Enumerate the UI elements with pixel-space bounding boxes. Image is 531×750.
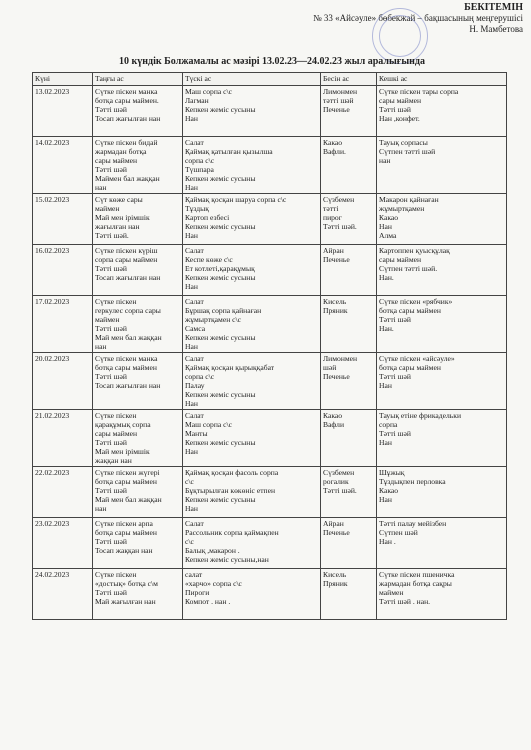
dinner-cell <box>377 410 507 467</box>
lunch-cell <box>183 467 321 518</box>
menu-line: сорпа <box>379 420 398 429</box>
menu-line: Нан ,конфет. <box>379 114 420 123</box>
menu-line: тәтті шәй <box>323 96 354 105</box>
menu-line: Тәтті шәй <box>95 537 127 546</box>
menu-line: Май мен бал жаққан <box>95 495 162 504</box>
lunch-cell <box>183 245 321 296</box>
menu-line: Кепкен жеміс сусыны <box>185 495 256 504</box>
menu-line: Тосап жағылған нан <box>95 273 161 282</box>
menu-line: Маш сорпа с\с <box>185 420 233 429</box>
menu-line: Май мен ірімшік <box>95 213 150 222</box>
menu-line: Картоппен қуысқұлақ <box>379 246 450 255</box>
menu-line: Палау <box>185 381 205 390</box>
menu-line: Кепкен жеміс сусыны <box>185 222 256 231</box>
approval-heading: БЕКІТЕМІН <box>464 2 523 13</box>
menu-table-body <box>33 86 507 620</box>
menu-line: Тауық етіне фрикадельки <box>379 411 462 420</box>
date-cell: 14.02.2023 <box>33 137 93 194</box>
date-cell: 22.02.2023 <box>33 467 93 518</box>
date-cell: 24.02.2023 <box>33 569 93 620</box>
menu-line: қарақұмық сорпа <box>95 420 151 429</box>
menu-line: Салат <box>185 519 204 528</box>
menu-line: Нан . <box>379 537 396 546</box>
menu-line: Печенье <box>323 372 350 381</box>
menu-line: нан <box>95 183 107 192</box>
menu-line: ботқа сары маймен. <box>95 96 159 105</box>
dinner-cell <box>377 353 507 410</box>
menu-line: Кепкен жеміс сусыны <box>185 390 256 399</box>
menu-title: 10 күндік Болжамалы ас мәзірі 13.02.23—24.02.23 жыл аралығында <box>119 56 425 67</box>
lunch-cell <box>183 194 321 245</box>
menu-line: нан <box>95 504 107 513</box>
breakfast-cell <box>93 518 183 569</box>
table-row <box>33 245 507 296</box>
menu-line: Печенье <box>323 528 350 537</box>
menu-line: Какао <box>323 411 343 420</box>
menu-line: Нан <box>185 183 198 192</box>
menu-line: Сүтке піскен күріш <box>95 246 158 255</box>
menu-line: жағылған нан <box>95 222 140 231</box>
menu-line: Сүтке піскен тары сорпа <box>379 87 459 96</box>
menu-line: геркулес сорпа сары <box>95 306 161 315</box>
snack-cell <box>321 137 377 194</box>
menu-line: жұмыртқамен с\с <box>185 315 242 324</box>
column-header-breakfast: Таңғы ас <box>93 73 183 86</box>
breakfast-cell <box>93 353 183 410</box>
menu-line: сары маймен <box>379 255 422 264</box>
menu-line: Түшпара <box>185 165 214 174</box>
date-cell: 20.02.2023 <box>33 353 93 410</box>
menu-line: Сүзбемен <box>323 468 355 477</box>
menu-line: Тәтті шәй <box>379 105 411 114</box>
menu-line: Сүтке піскен манка <box>95 354 158 363</box>
menu-line: Кепкен жеміс сусыны <box>185 273 256 282</box>
menu-line: нан <box>379 156 391 165</box>
menu-line: сары маймен <box>95 429 138 438</box>
dinner-cell <box>377 194 507 245</box>
lunch-cell <box>183 86 321 137</box>
menu-line: Қаймақ қосқан шаруа сорпа с\с <box>185 195 287 204</box>
snack-cell <box>321 353 377 410</box>
menu-line: Кепкен жеміс сусыны <box>185 333 256 342</box>
menu-line: Тосап жаққан нан <box>95 546 153 555</box>
menu-line: Лимонмен <box>323 87 358 96</box>
menu-line: Қаймақ қосқан фасоль сорпа <box>185 468 279 477</box>
menu-line: Салат <box>185 354 204 363</box>
menu-line: Какао <box>379 486 399 495</box>
menu-line: Сүтпен шәй <box>379 528 418 537</box>
menu-line: Тәтті шәй. <box>323 222 357 231</box>
menu-line: Кисель <box>323 570 347 579</box>
menu-line: Май мен ірімшік <box>95 447 150 456</box>
menu-line: Бұршақ сорпа қайнаған <box>185 306 262 315</box>
menu-line: Нан <box>379 438 392 447</box>
menu-line: Нан <box>185 114 198 123</box>
menu-line: Балық ,макарон . <box>185 546 240 555</box>
menu-line: Алма <box>379 231 397 240</box>
menu-line: Тосап жағылған нан <box>95 114 161 123</box>
menu-line: Кисель <box>323 297 347 306</box>
menu-line: Какао <box>323 138 343 147</box>
column-header-lunch: Түскі ас <box>183 73 321 86</box>
menu-line: Салат <box>185 411 204 420</box>
menu-line: Нан <box>379 222 392 231</box>
menu-line: Маймен бал жаққан <box>95 174 160 183</box>
snack-cell <box>321 245 377 296</box>
menu-line: Кепкен жеміс сусыны <box>185 174 256 183</box>
lunch-cell <box>183 137 321 194</box>
menu-line: ботқа сары маймен <box>379 306 441 315</box>
menu-line: Сүтке піскен бидай <box>95 138 158 147</box>
dinner-cell <box>377 518 507 569</box>
menu-line: маймен <box>95 315 120 324</box>
menu-line: Лагман <box>185 96 209 105</box>
menu-line: сары маймен <box>379 96 422 105</box>
menu-line: жармадан ботқа сақры <box>379 579 452 588</box>
breakfast-cell <box>93 245 183 296</box>
menu-line: Макарон қайнаған <box>379 195 439 204</box>
menu-line: «достық» ботқа с\м <box>95 579 158 588</box>
menu-line: маймен <box>379 588 404 597</box>
menu-line: нан <box>95 342 107 351</box>
table-row <box>33 410 507 467</box>
dinner-cell <box>377 86 507 137</box>
menu-line: Ет котлеті,қарақұмық <box>185 264 255 273</box>
menu-line: Нан <box>185 447 198 456</box>
breakfast-cell <box>93 86 183 137</box>
breakfast-cell <box>93 410 183 467</box>
menu-line: сары маймен <box>95 156 138 165</box>
menu-line: Айран <box>323 519 344 528</box>
menu-table <box>32 72 507 620</box>
menu-line: Сүзбемен <box>323 195 355 204</box>
table-row <box>33 569 507 620</box>
menu-line: Тәтті шәй <box>95 165 127 174</box>
breakfast-cell <box>93 569 183 620</box>
breakfast-cell <box>93 194 183 245</box>
menu-line: Сүтке піскен жүгері <box>95 468 160 477</box>
menu-line: ботқа сары маймен <box>95 363 157 372</box>
menu-line: Кепкен жеміс сусыны <box>185 105 256 114</box>
menu-line: Самса <box>185 324 206 333</box>
menu-line: Тұздықпен перловка <box>379 477 446 486</box>
breakfast-cell <box>93 296 183 353</box>
menu-line: Сүтпен тәтті шәй <box>379 147 436 156</box>
column-header-dinner: Кешкі ас <box>377 73 507 86</box>
lunch-cell <box>183 296 321 353</box>
menu-line: Май жағылған нан <box>95 597 156 606</box>
table-row <box>33 86 507 137</box>
menu-line: Тәтті шәй <box>95 486 127 495</box>
menu-line: сорпа с\с <box>185 156 215 165</box>
menu-line: Сүтке піскен <box>95 297 137 306</box>
menu-line: Манты <box>185 429 208 438</box>
menu-line: «харчо» сорпа с\с <box>185 579 242 588</box>
menu-line: Печенье <box>323 255 350 264</box>
menu-line: Тосап жағылған нан <box>95 381 161 390</box>
menu-line: Маш сорпа с\с <box>185 87 233 96</box>
menu-line: Тәтті шәй. <box>323 486 357 495</box>
table-row <box>33 467 507 518</box>
date-cell: 15.02.2023 <box>33 194 93 245</box>
dinner-cell <box>377 137 507 194</box>
menu-line: Какао <box>379 213 399 222</box>
menu-line: Нан <box>185 282 198 291</box>
menu-line: Тауық сорпасы <box>379 138 428 147</box>
menu-line: салат <box>185 570 203 579</box>
menu-line: сорпа с\с <box>185 372 215 381</box>
column-header-date: Күні <box>33 73 93 86</box>
menu-line: рогалик <box>323 477 349 486</box>
menu-line: Тәтті шәй. <box>95 231 129 240</box>
table-header-row <box>33 73 507 86</box>
menu-line: Қаймақ қосқан қырыққабат <box>185 363 275 372</box>
menu-line: Нан <box>185 399 198 408</box>
menu-line: Салат <box>185 297 204 306</box>
menu-line: Сүтке піскен <box>95 570 137 579</box>
date-cell: 13.02.2023 <box>33 86 93 137</box>
menu-line: ботқа сары маймен <box>379 363 441 372</box>
menu-line: Айран <box>323 246 344 255</box>
table-row <box>33 518 507 569</box>
snack-cell <box>321 467 377 518</box>
menu-line: Вафли. <box>323 147 346 156</box>
column-header-snack: Бесін ас <box>321 73 377 86</box>
menu-line: Нан. <box>379 324 394 333</box>
snack-cell <box>321 86 377 137</box>
menu-line: Нан <box>185 342 198 351</box>
snack-cell <box>321 410 377 467</box>
menu-line: Сүтке піскен «рябчик» <box>379 297 453 306</box>
breakfast-cell <box>93 467 183 518</box>
menu-line: Рассольник сорпа қаймақпен <box>185 528 279 537</box>
snack-cell <box>321 518 377 569</box>
menu-line: Пироги <box>185 588 210 597</box>
date-cell: 23.02.2023 <box>33 518 93 569</box>
menu-line: Сүтпен тәтті шәй. <box>379 264 438 273</box>
menu-line: ботқа сары маймен <box>95 528 157 537</box>
date-cell: 16.02.2023 <box>33 245 93 296</box>
menu-line: Бұқтырылған көкөніс етпен <box>185 486 276 495</box>
menu-line: Тұздық <box>185 204 209 213</box>
table-row <box>33 353 507 410</box>
menu-line: Сүтке піскен пшеничка <box>379 570 455 579</box>
menu-line: Тәтті шәй <box>95 264 127 273</box>
menu-line: Тәтті шәй <box>379 372 411 381</box>
breakfast-cell <box>93 137 183 194</box>
menu-line: Пряник <box>323 579 348 588</box>
menu-line: Тәтті шәй <box>379 315 411 324</box>
menu-line: Нан <box>379 381 392 390</box>
menu-line: Нан <box>185 504 198 513</box>
menu-line: Сүтке піскен арпа <box>95 519 153 528</box>
menu-line: Салат <box>185 246 204 255</box>
dinner-cell <box>377 467 507 518</box>
menu-line: жаққан нан <box>95 456 132 465</box>
menu-line: Печенье <box>323 105 350 114</box>
menu-line: Кеспе көже с\с <box>185 255 233 264</box>
menu-line: Тәтті шәй <box>95 105 127 114</box>
menu-line: Шұжық <box>379 468 405 477</box>
menu-line: Кепкен жеміс сусыны,нан <box>185 555 269 564</box>
menu-line: Вафли <box>323 420 345 429</box>
menu-line: Тәтті шәй . нан. <box>379 597 431 606</box>
menu-line: Нан <box>185 231 198 240</box>
dinner-cell <box>377 245 507 296</box>
menu-line: Нан. <box>379 273 394 282</box>
menu-line: Лимонмен <box>323 354 358 363</box>
menu-line: Кепкен жеміс сусыны <box>185 438 256 447</box>
snack-cell <box>321 296 377 353</box>
menu-line: Тәтті шәй <box>95 372 127 381</box>
menu-line: шәй <box>323 363 337 372</box>
menu-line: Тәтті шәй <box>379 429 411 438</box>
dinner-cell <box>377 296 507 353</box>
date-cell: 21.02.2023 <box>33 410 93 467</box>
menu-line: Компот . нан . <box>185 597 231 606</box>
dinner-cell <box>377 569 507 620</box>
approval-line-2: Н. Мамбетова <box>469 24 523 34</box>
menu-line: Пряник <box>323 306 348 315</box>
menu-line: Тәтті шәй <box>95 324 127 333</box>
menu-line: Сүтке піскен <box>95 411 137 420</box>
menu-line: Сүтке піскен манка <box>95 87 158 96</box>
snack-cell <box>321 569 377 620</box>
menu-line: маймен <box>95 204 120 213</box>
menu-line: пирог <box>323 213 342 222</box>
table-row <box>33 296 507 353</box>
menu-line: сорпа сары маймен <box>95 255 158 264</box>
menu-line: с\с <box>185 477 194 486</box>
menu-line: Нан <box>379 495 392 504</box>
menu-line: жұмыртқамен <box>379 204 425 213</box>
menu-line: Салат <box>185 138 204 147</box>
lunch-cell <box>183 518 321 569</box>
menu-line: Тәтті шәй <box>95 438 127 447</box>
menu-line: Қаймақ қатылған қызылша <box>185 147 273 156</box>
approval-line-1: № 33 «Айсәуле» бөбекжай – бақшасының меңгерушісі <box>313 13 523 23</box>
menu-line: Тәтті шәй <box>95 588 127 597</box>
menu-line: ботқа сары маймен <box>95 477 157 486</box>
menu-line: жармадан ботқа <box>95 147 147 156</box>
date-cell: 17.02.2023 <box>33 296 93 353</box>
table-row <box>33 137 507 194</box>
menu-line: Картоп езбесі <box>185 213 230 222</box>
lunch-cell <box>183 569 321 620</box>
menu-line: с\с <box>185 537 194 546</box>
menu-line: тәтті <box>323 204 339 213</box>
menu-line: Тәтті палау мейізбен <box>379 519 447 528</box>
menu-line: Сүт көже сары <box>95 195 143 204</box>
menu-line: Сүтке піскен «айсәуле» <box>379 354 455 363</box>
lunch-cell <box>183 410 321 467</box>
table-row <box>33 194 507 245</box>
menu-line: Май мен бал жаққан <box>95 333 162 342</box>
lunch-cell <box>183 353 321 410</box>
snack-cell <box>321 194 377 245</box>
